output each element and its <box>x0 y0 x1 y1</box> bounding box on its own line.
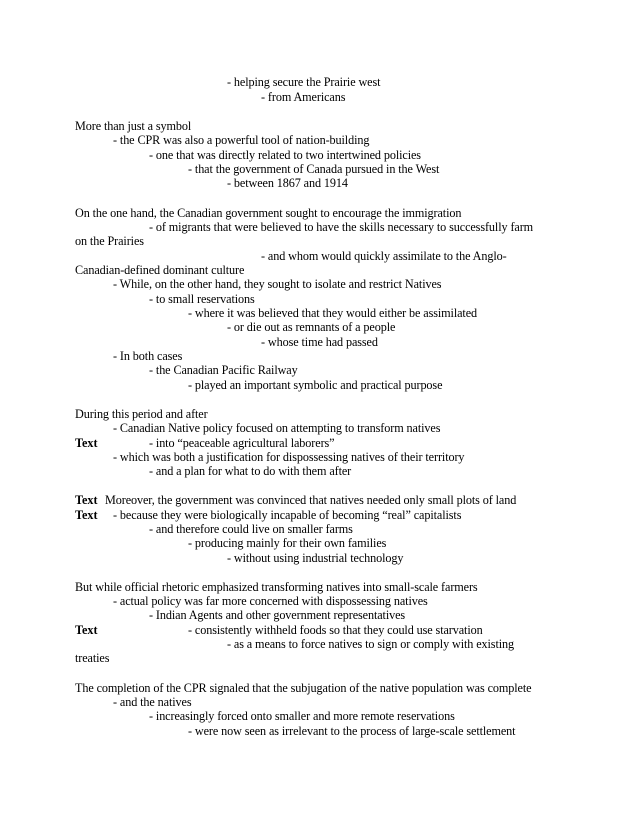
text-line: - Indian Agents and other government representatives <box>149 608 406 622</box>
text-line: Moreover, the government was convinced that natives needed only small plots of land <box>105 493 517 507</box>
text-line: - as a means to force natives to sign or comply with existing <box>227 637 515 651</box>
text-line: During this period and after <box>75 407 208 421</box>
text-line: - In both cases <box>113 349 183 363</box>
text-line: - increasingly forced onto smaller and more remote reservations <box>149 709 455 723</box>
text-line: - one that was directly related to two intertwined policies <box>149 148 421 162</box>
text-line: On the one hand, the Canadian government sought to encourage the immigration <box>75 206 462 220</box>
text-line: - of migrants that were believed to have the skills necessary to successfully farm <box>149 220 534 234</box>
text-line: - between 1867 and 1914 <box>227 176 348 190</box>
text-line: - played an important symbolic and practical purpose <box>188 378 443 392</box>
text-line: on the Prairies <box>75 234 144 248</box>
text-line: - helping secure the Prairie west <box>227 75 381 89</box>
text-line: - consistently withheld foods so that they could use starvation <box>188 623 483 637</box>
text-line: - to small reservations <box>149 292 255 306</box>
text-line: - and whom would quickly assimilate to the Anglo- <box>261 249 507 263</box>
text-line: - which was both a justification for dispossessing natives of their territory <box>113 450 465 464</box>
text-line: - that the government of Canada pursued in the West <box>188 162 440 176</box>
text-tag: Text <box>75 493 98 507</box>
text-line: But while official rhetoric emphasized transforming natives into small-scale farmers <box>75 580 478 594</box>
text-line: - the Canadian Pacific Railway <box>149 363 298 377</box>
text-line: - were now seen as irrelevant to the process of large-scale settlement <box>188 724 516 738</box>
text-line: treaties <box>75 651 110 665</box>
text-line: - and a plan for what to do with them after <box>149 464 352 478</box>
text-line: - or die out as remnants of a people <box>227 320 396 334</box>
text-line: - Canadian Native policy focused on attempting to transform natives <box>113 421 441 435</box>
text-line: - where it was believed that they would either be assimilated <box>188 306 478 320</box>
text-line: - the CPR was also a powerful tool of nation-building <box>113 133 370 147</box>
text-line: - into “peaceable agricultural laborers” <box>149 436 335 450</box>
text-line: - producing mainly for their own families <box>188 536 387 550</box>
text-line: - from Americans <box>261 90 346 104</box>
text-line: - and therefore could live on smaller farms <box>149 522 353 536</box>
text-line: - actual policy was far more concerned with dispossessing natives <box>113 594 428 608</box>
text-tag: Text <box>75 508 98 522</box>
text-line: More than just a symbol <box>75 119 192 133</box>
text-line: The completion of the CPR signaled that the subjugation of the native population was complete <box>75 681 532 695</box>
text-line: - and the natives <box>113 695 192 709</box>
text-tag: Text <box>75 436 98 450</box>
text-line: Canadian-defined dominant culture <box>75 263 245 277</box>
text-line: - because they were biologically incapable of becoming “real” capitalists <box>113 508 462 522</box>
text-line: - whose time had passed <box>261 335 378 349</box>
text-line: - While, on the other hand, they sought to isolate and restrict Natives <box>113 277 442 291</box>
text-line: - without using industrial technology <box>227 551 404 565</box>
text-tag: Text <box>75 623 98 637</box>
